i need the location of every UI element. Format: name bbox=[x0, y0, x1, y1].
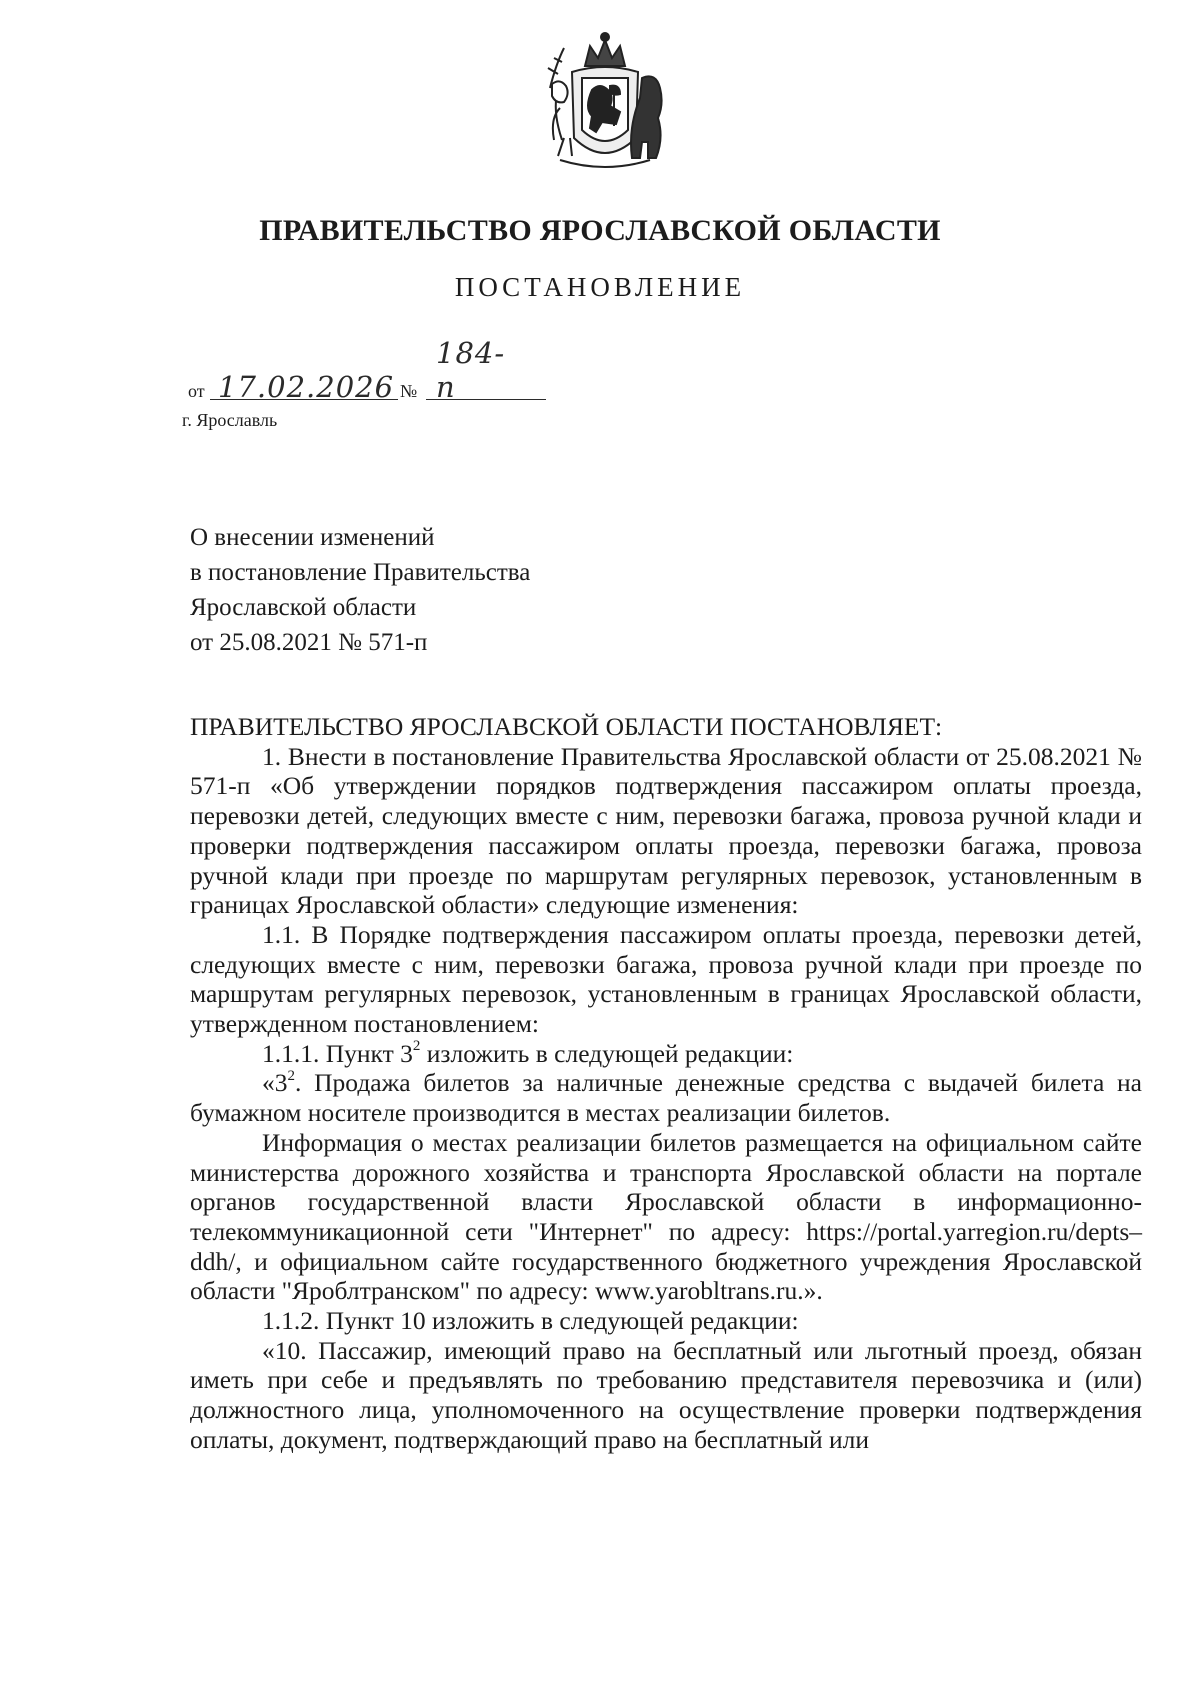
handwritten-date: 17.02.2026 bbox=[218, 370, 395, 404]
document-subject bbox=[190, 520, 530, 660]
government-title: ПРАВИТЕЛЬСТВО ЯРОСЛАВСКОЙ ОБЛАСТИ bbox=[259, 214, 941, 247]
coat-of-arms-emblem bbox=[530, 28, 680, 178]
subject-line: в постановление Правительства bbox=[190, 559, 531, 586]
subject-line: от 25.08.2021 № 571-п bbox=[190, 629, 428, 656]
date-prefix: от bbox=[188, 381, 205, 401]
paragraph-text: изложить в следующей редакции: bbox=[420, 1038, 794, 1068]
info-paragraph: Информация о местах реализации билетов размещается на официальном сайте министерства дорожного хозяйства и транспорта Ярославской области на портале органов государственной власти Ярославской области в информационно-телекоммуникационной сети "Интернет" по адресу: https://portal.yarregion.ru/depts–ddh/, и официальном сайте государственного бюджетного учреждения Ярославской области "Яроблтранском" по адресу: www.yarobltrans.ru.». bbox=[190, 1127, 1142, 1306]
paragraph-1-1-2: 1.1.2. Пункт 10 изложить в следующей редакции: bbox=[262, 1306, 799, 1336]
paragraph-1-1-1 bbox=[190, 1039, 1142, 1069]
paragraph-1-1: 1.1. В Порядке подтверждения пассажиром оплаты проезда, перевозки детей, следующих вместе с ним, перевозки багажа, провоза ручной клади при проезде по маршрутам регулярных перевозок, установленным в границах Ярославской области, утвержденном постановлением: bbox=[190, 919, 1142, 1039]
resolves-heading: ПРАВИТЕЛЬСТВО ЯРОСЛАВСКОЙ ОБЛАСТИ ПОСТАНОВЛЯЕТ: bbox=[190, 712, 943, 741]
handwritten-number: 184-п bbox=[436, 336, 506, 404]
subject-line: Ярославской области bbox=[190, 594, 417, 621]
number-prefix: № bbox=[400, 381, 418, 401]
paragraph-text: 1.1.1. Пункт 3 bbox=[262, 1038, 413, 1068]
paragraph-text: «3 bbox=[262, 1068, 288, 1098]
document-body bbox=[190, 712, 1142, 1455]
superscript: 2 bbox=[287, 1067, 295, 1084]
subject-line: О внесении изменений bbox=[190, 524, 435, 551]
paragraph-1: 1. Внести в постановление Правительства Ярославской области от 25.08.2021 № 571-п «Об утверждении порядков подтверждения пассажиром оплаты проезда, перевозки детей, следующих вместе с ним, перевозки багажа, провоза ручной клади и проверки подтверждения пассажиром оплаты проезда, перевозки багажа, провоза ручной клади при проезде по маршрутам регулярных перевозок, установленным в границах Ярославской области» следующие изменения: bbox=[190, 741, 1142, 920]
quote-paragraph-3-2 bbox=[190, 1068, 1142, 1127]
paragraph-text: . Продажа билетов за наличные денежные средства с выдачей билета на бумажном носителе производится в местах реализации билетов. bbox=[190, 1068, 1142, 1128]
city-label: г. Ярославль bbox=[182, 410, 278, 430]
superscript: 2 bbox=[412, 1038, 421, 1055]
document-type-title: ПОСТАНОВЛЕНИЕ bbox=[454, 272, 746, 302]
quote-paragraph-10: «10. Пассажир, имеющий право на бесплатный или льготный проезд, обязан иметь при себе и предъявлять по требованию представителя перевозчика и (или) должностного лица, уполномоченного на осуществление проверки подтверждения оплаты, документ, подтверждающий право на бесплатный или bbox=[190, 1335, 1142, 1454]
